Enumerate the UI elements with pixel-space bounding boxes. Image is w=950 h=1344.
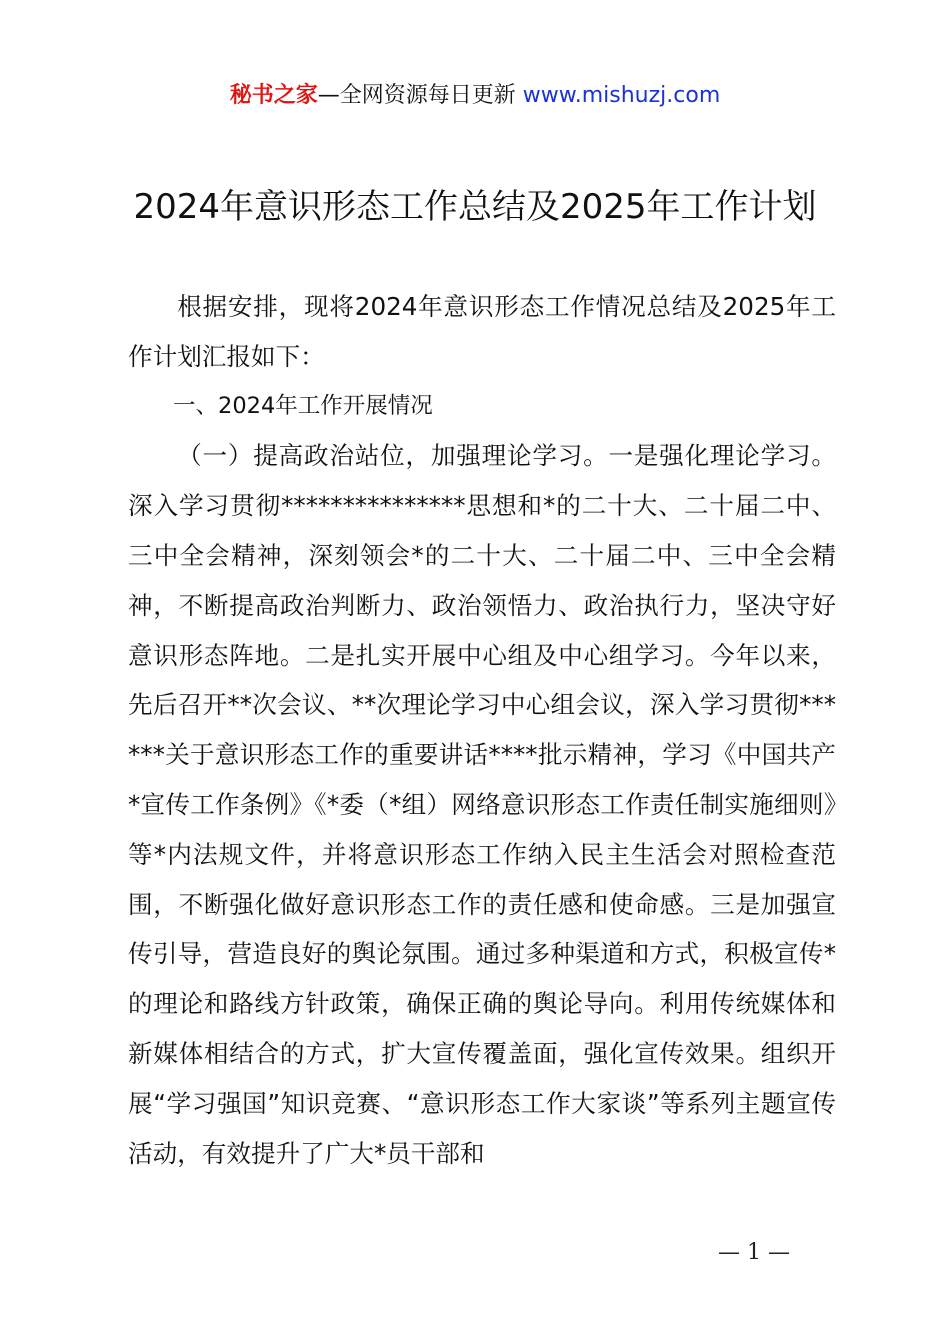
document-title: 2024年意识形态工作总结及2025年工作计划 — [133, 187, 817, 227]
site-url-link[interactable]: www.mishuzj.com — [522, 83, 721, 108]
brand-name: 秘书之家 — [229, 83, 318, 108]
page-number: — 1 — — [718, 1240, 790, 1265]
document-body — [128, 282, 836, 1178]
section-heading: 一、2024年工作开展情况 — [173, 392, 433, 419]
body-paragraph: （一）提高政治站位，加强理论学习。一是强化理论学习。深入学习贯彻***************思想和*的二十大、二十届二中、三中全会精神，深刻领会*的二十大、二十届二中、三中全会精神，不断提高政治判断力、政治领悟力、政治执行力，坚决守好意识形态阵地。二是扎实开展中心组及中心组学习。今年以来，先后召开**次会议、**次理论学习中心组会议，深入学习贯彻******关于意识形态工作的重要讲话****批示精神，学习《中国共产*宣传工作条例》《*委（*组）网络意识形态工作责任制实施细则》等*内法规文件，并将意识形态工作纳入民主生活会对照检查范围，不断强化做好意识形态工作的责任感和使命感。三是加强宣传引导，营造良好的舆论氛围。通过多种渠道和方式，积极宣传*的理论和路线方针政策，确保正确的舆论导向。利用传统媒体和新媒体相结合的方式，扩大宣传覆盖面，强化宣传效果。组织开展“学习强国”知识竞赛、“意识形态工作大家谈”等系列主题宣传活动，有效提升了广大*员干部和 — [128, 441, 836, 1168]
site-header — [0, 80, 950, 112]
header-tagline: —全网资源每日更新 — [317, 83, 516, 108]
intro-paragraph: 根据安排，现将2024年意识形态工作情况总结及2025年工作计划汇报如下： — [128, 292, 836, 371]
